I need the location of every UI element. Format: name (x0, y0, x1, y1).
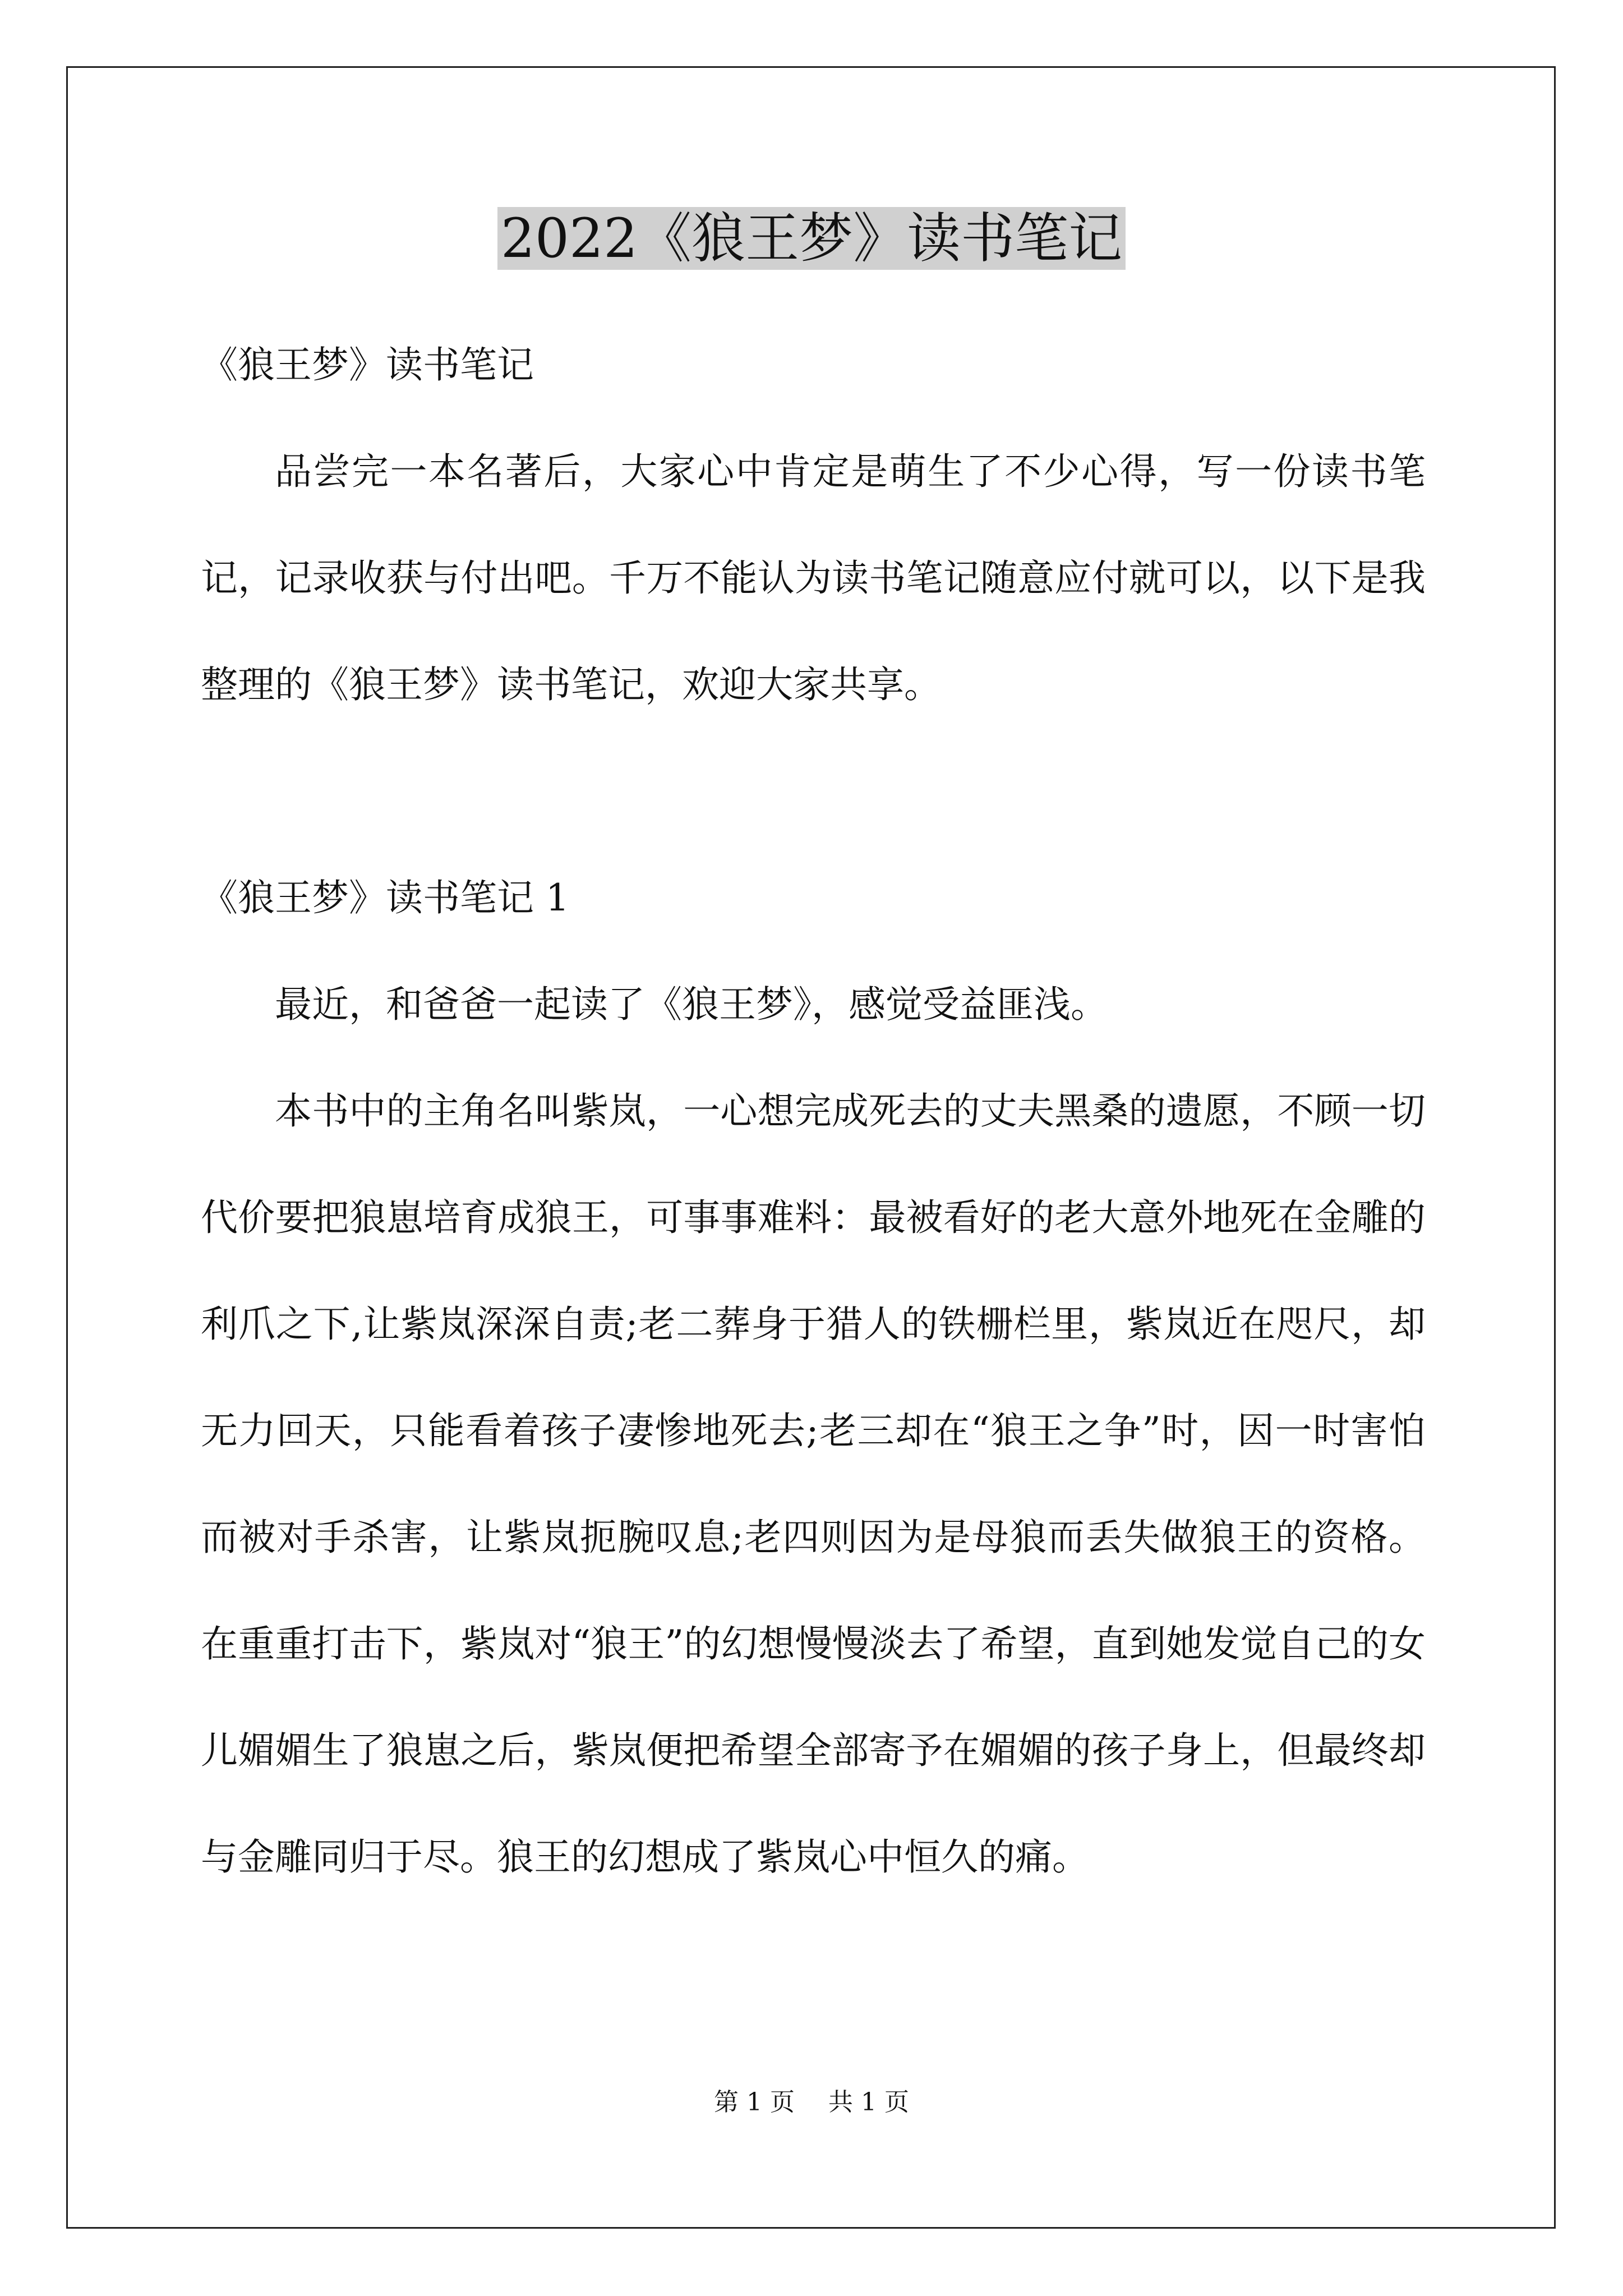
page-footer (0, 2086, 1623, 2119)
intro-paragraph: 品尝完一本名著后，大家心中肯定是萌生了不少心得，写一份读书笔记，记录收获与付出吧。千万不能认为读书笔记随意应付就可以，以下是我整理的《狼王梦》读书笔记，欢迎大家共享。 (201, 450, 1426, 706)
document-title-text: 2022《狼王梦》读书笔记 (497, 207, 1126, 270)
page-number: 第 1 页 (714, 2088, 795, 2116)
page-total: 共 1 页 (828, 2088, 909, 2116)
document-body (201, 312, 1426, 1911)
section1-paragraph-2: 本书中的主角名叫紫岚，一心想完成死去的丈夫黑桑的遗愿，不顾一切代价要把狼崽培育成狼王，可事事难料：最被看好的老大意外地死在金雕的利爪之下,让紫岚深深自责;老二葬身于猎人的铁栅栏里，紫岚近在咫尺，却无力回天，只能看着孩子凄惨地死去;老三却在“狼王之争”时，因一时害怕而被对手杀害，让紫岚扼腕叹息;老四则因为是母狼而丢失做狼王的资格。在重重打击下，紫岚对“狼王”的幻想慢慢淡去了希望，直到她发觉自己的女儿媚媚生了狼崽之后，紫岚便把希望全部寄予在媚媚的孩子身上，但最终却与金雕同归于尽。狼王的幻想成了紫岚心中恒久的痛。 (201, 1089, 1426, 1879)
document-title (0, 199, 1623, 278)
section1-paragraph-1: 最近，和爸爸一起读了《狼王梦》，感觉受益匪浅。 (275, 983, 1108, 1026)
intro-heading: 《狼王梦》读书笔记 (201, 343, 534, 386)
section1-heading: 《狼王梦》读书笔记 1 (201, 876, 569, 919)
